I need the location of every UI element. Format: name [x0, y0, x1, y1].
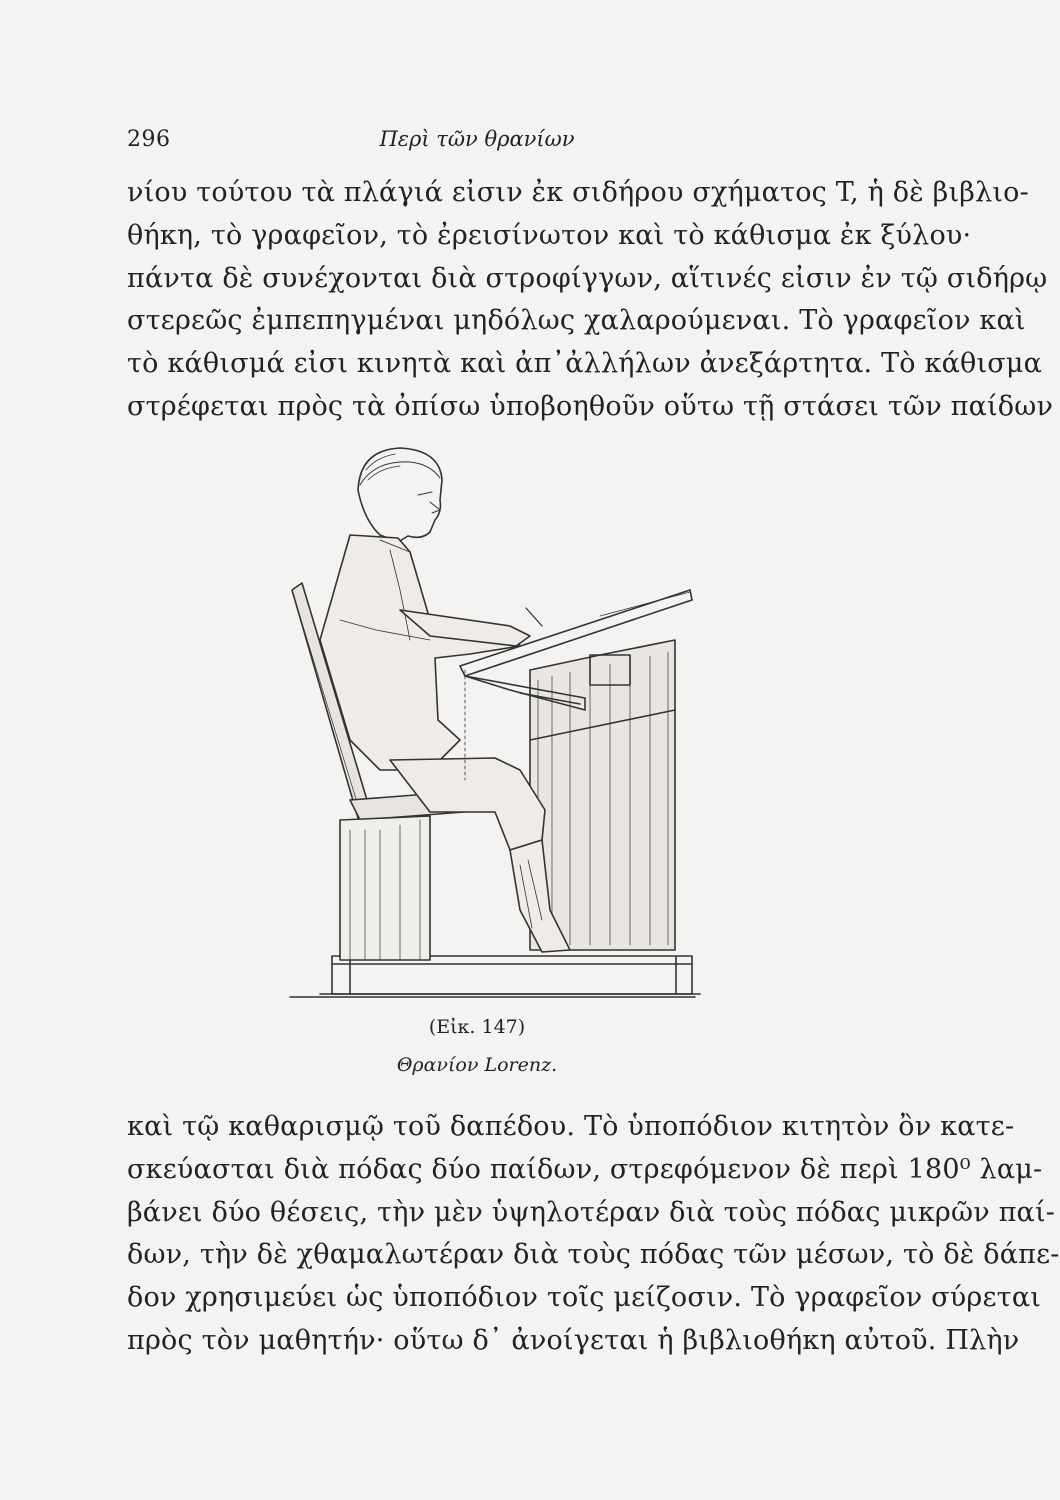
text-line: στρέφεται πρὸς τὰ ὀπίσω ὑποβοηθοῦν οὕτω τῇ στάσει τῶν παίδων: [127, 390, 1054, 422]
text-line: σκεύασται διὰ πόδας δύο παίδων, στρεφόμενον δὲ περὶ 180⁰ λαμ-: [127, 1153, 1043, 1185]
desk-illustration: [280, 440, 700, 1000]
footrest-platform: [320, 956, 700, 994]
top-paragraph: [127, 172, 1054, 429]
text-line: δων, τὴν δὲ χθαμαλωτέραν διὰ τοὺς πόδας τῶν μέσων, τὸ δὲ δάπε-: [127, 1239, 1060, 1271]
figure-caption: Θρανίον Lorenz.: [396, 1054, 558, 1076]
text-line: πάντα δὲ συνέχονται διὰ στροφίγγων, αἵτινές εἰσιν ἐν τῷ σιδήρῳ: [127, 262, 1048, 294]
text-line: στερεῶς ἐμπεπηγμέναι μηδόλως χαλαρούμεναι. Τὸ γραφεῖον καὶ: [127, 305, 1026, 337]
figure-number: (Εἰκ. 147): [428, 1016, 526, 1038]
desk-cabinet: [530, 640, 675, 950]
text-line: καὶ τῷ καθαρισμῷ τοῦ δαπέδου. Τὸ ὑποπόδιον κιτητὸν ὂν κατε-: [127, 1111, 1015, 1142]
running-title: Περὶ τῶν θρανίων: [379, 127, 575, 151]
text-line: βάνει δύο θέσεις, τὴν μὲν ὑψηλοτέραν διὰ τοὺς πόδας μικρῶν παί-: [127, 1196, 1056, 1228]
bottom-paragraph: [127, 1106, 1060, 1363]
text-line: θήκη, τὸ γραφεῖον, τὸ ἐρεισίνωτον καὶ τὸ κάθισμα ἐκ ξύλου·: [127, 219, 972, 251]
text-line: νίου τούτου τὰ πλάγιά εἰσιν ἐκ σιδήρου σχήματος T, ἡ δὲ βιβλιο-: [127, 177, 1029, 208]
chair-seat: [340, 790, 490, 960]
page-number: 296: [127, 127, 171, 152]
text-line: τὸ κάθισμά εἰσι κινητὰ καὶ ἀπ᾽ἀλλήλων ἀνεξάρτητα. Τὸ κάθισμα: [127, 348, 1043, 380]
text-line: πρὸς τὸν μαθητήν· οὕτω δ᾽ ἀνοίγεται ἡ βιβλιοθήκη αὐτοῦ. Πλὴν: [127, 1324, 1020, 1356]
text-line: δον χρησιμεύει ὡς ὑποπόδιον τοῖς μείζοσιν. Τὸ γραφεῖον σύρεται: [127, 1282, 1042, 1314]
